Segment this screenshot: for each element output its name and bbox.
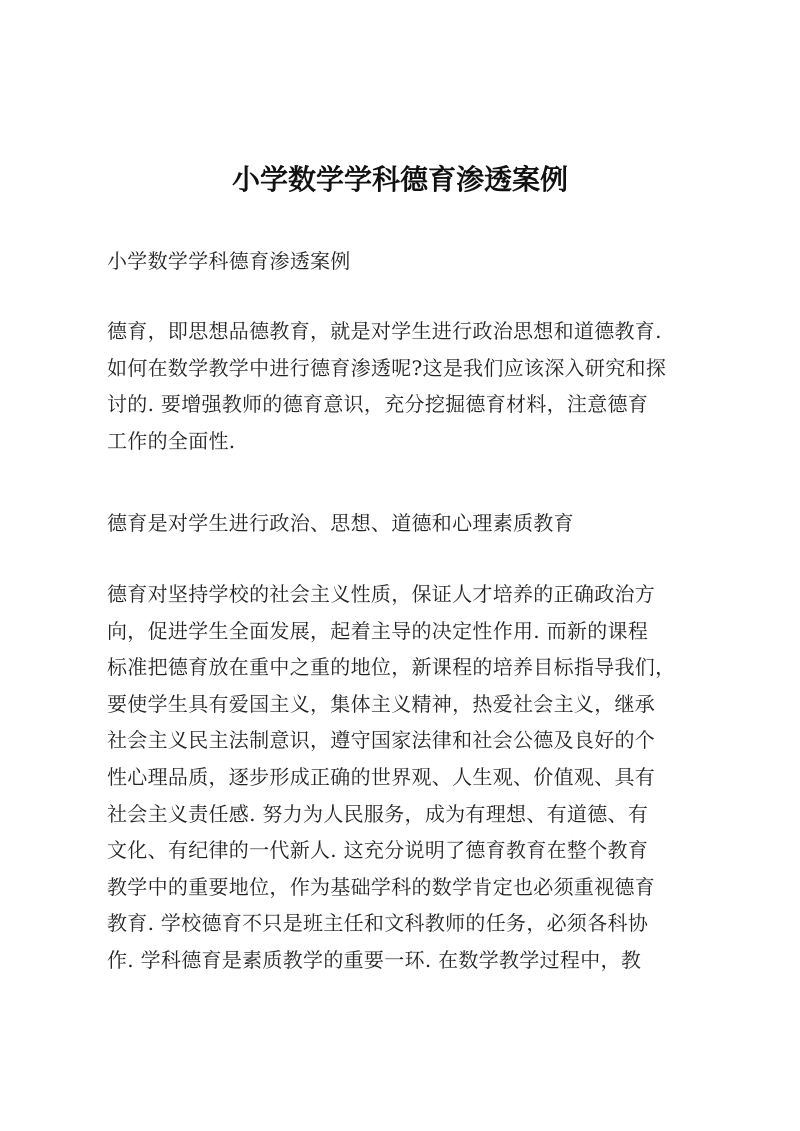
paragraph-line: 社会主义责任感. 努力为人民服务，成为有理想、有道德、有 bbox=[107, 801, 649, 826]
paragraph-line: 性心理品质，逐步形成正确的世界观、人生观、价值观、具有 bbox=[107, 764, 656, 789]
paragraph-line: 教学中的重要地位，作为基础学科的数学肯定也必须重视德育 bbox=[107, 874, 656, 899]
paragraph-line: 作. 学科德育是素质教学的重要一环. 在数学教学过程中，教 bbox=[107, 947, 642, 972]
paragraph-line: 小学数学学科德育渗透案例 bbox=[107, 249, 351, 273]
paragraph-line: 德育，即思想品德教育，就是对学生进行政治思想和道德教育. bbox=[107, 319, 662, 343]
paragraph-line: 教育. 学校德育不只是班主任和文科教师的任务，必须各科协 bbox=[107, 911, 649, 936]
paragraph-line: 工作的全面性. bbox=[107, 428, 236, 453]
paragraph-line: 社会主义民主法制意识，遵守国家法律和社会公德及良好的个 bbox=[107, 728, 656, 753]
paragraph-line: 德育是对学生进行政治、思想、道德和心理素质教育 bbox=[107, 511, 574, 535]
paragraph-line: 向，促进学生全面发展，起着主导的决定性作用. 而新的课程 bbox=[107, 618, 649, 643]
paragraph-line: 标准把德育放在重中之重的地位，新课程的培养目标指导我们， bbox=[107, 655, 676, 680]
paragraph-line: 文化、有纪律的一代新人. 这充分说明了德育教育在整个教育 bbox=[107, 838, 649, 863]
body-paragraph bbox=[107, 576, 699, 979]
paragraph-line: 讨的. 要增强教师的德育意识，充分挖掘德育材料，注意德育 bbox=[107, 392, 649, 417]
paragraph-line: 如何在数学教学中进行德育渗透呢?这是我们应该深入研究和探 bbox=[107, 355, 667, 380]
paragraph-line: 要使学生具有爱国主义，集体主义精神，热爱社会主义，继承 bbox=[107, 691, 656, 716]
paragraph-line: 德育对坚持学校的社会主义性质，保证人才培养的正确政治方 bbox=[107, 582, 656, 606]
subtitle-paragraph bbox=[107, 243, 699, 280]
heading-paragraph bbox=[107, 505, 699, 542]
document-title: 小学数学学科德育渗透案例 bbox=[231, 163, 568, 196]
intro-paragraph bbox=[107, 313, 699, 459]
